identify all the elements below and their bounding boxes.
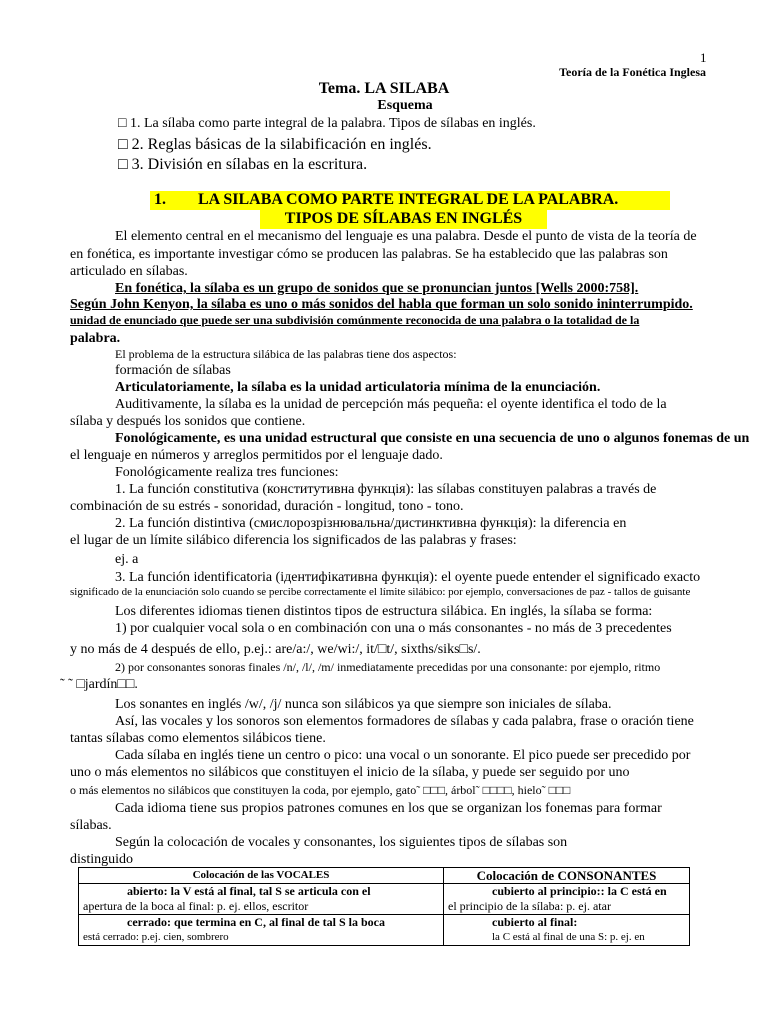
table-cell: [444, 915, 690, 946]
running-header: Teoría de la Fonética Inglesa: [559, 65, 706, 79]
paragraph-line: 2. La función distintiva (смислорозрізнювальна/дистинктивна функція): la diferencia en: [115, 516, 627, 531]
toc-item-1: □ 1. La sílaba como parte integral de la palabra. Tipos de sílabas en inglés.: [118, 116, 536, 131]
paragraph-line: 2) por consonantes sonoras finales /n/, /l/, /m/ inmediatamente precedidas por una consonante: por ejemplo, ritmo: [115, 660, 661, 674]
paragraph-line: Fonológicamente realiza tres funciones:: [115, 465, 339, 480]
paragraph-line: sílaba y después los sonidos que contiene.: [70, 414, 306, 429]
paragraph-line: Cada sílaba en inglés tiene un centro o pico: una vocal o un sonorante. El pico puede ser precedido por: [115, 748, 691, 763]
page-title: Tema. LA SILABA: [318, 80, 450, 97]
paragraph-line: 1) por cualquier vocal sola o en combinación con una o más consonantes - no más de 3 precedentes: [115, 621, 672, 636]
table-cell: [444, 884, 690, 915]
paragraph-line: significado de la enunciación solo cuando se percibe correctamente el límite silábico: por ejemplo, conversaciones de paz - tallos de guisante: [70, 586, 691, 598]
paragraph-line: Cada idioma tiene sus propios patrones comunes en los que se organizan los fonemas para formar: [115, 801, 662, 816]
paragraph-line: Así, las vocales y los sonoros son elementos formadores de sílabas y cada palabra, frase o oración tiene: [115, 714, 694, 729]
definition-kenyon: Según John Kenyon, la sílaba es uno o más sonidos del habla que forman un solo sonido ininterrumpido.: [70, 297, 693, 312]
paragraph-line: el lenguaje en números y arreglos permitidos por el lenguaje dado.: [70, 448, 443, 463]
table-cell-title: cubierto al final:: [492, 915, 578, 929]
paragraph-line: palabra.: [70, 331, 121, 346]
table-cell-title: cerrado: que termina en C, al final de tal S la boca: [127, 915, 385, 929]
paragraph-line: formación de sílabas: [115, 363, 231, 378]
paragraph-line: en fonética, es importante investigar cómo se producen las palabras. Se ha establecido que las palabras son: [70, 247, 668, 262]
toc-item-2: □ 2. Reglas básicas de la silabificación en inglés.: [118, 136, 432, 153]
section-heading-text: LA SILABA COMO PARTE INTEGRAL DE LA PALABRA.: [198, 191, 619, 208]
paragraph-line: ˜ ˜ □jardín□□.: [60, 677, 138, 692]
table-row: [79, 884, 690, 915]
paragraph-line: distinguido: [70, 852, 134, 867]
paragraph-line: ej. a: [115, 552, 139, 567]
toc-item-3: □ 3. División en sílabas en la escritura.: [118, 156, 368, 173]
paragraph-line: Los diferentes idiomas tienen distintos tipos de estructura silábica. En inglés, la sílaba se forma:: [115, 604, 653, 619]
paragraph-line: 3. La función identificatoria (ідентифікативна функція): el oyente puede entender el significado exacto: [115, 570, 701, 585]
paragraph-line: uno o más elementos no silábicos que constituyen el inicio de la sílaba, y puede ser seguido por uno: [70, 765, 630, 780]
table-cell: [79, 884, 444, 915]
table-cell: [79, 915, 444, 946]
definition-kenyon-cont: unidad de enunciado que puede ser una subdivisión comúnmente reconocida de una palabra o la totalidad de la: [70, 313, 640, 327]
paragraph-line: Según la colocación de vocales y consonantes, los siguientes tipos de sílabas son: [115, 835, 568, 850]
paragraph-line: El elemento central en el mecanismo del lenguaje es una palabra. Desde el punto de vista de la teoría de: [115, 229, 697, 244]
paragraph-line: 1. La función constitutiva (конститутивна функція): las sílabas constituyen palabras a través de: [115, 482, 657, 497]
definition-wells: En fonética, la sílaba es un grupo de sonidos que se pronuncian juntos [Wells 2000:758].: [115, 281, 639, 296]
table-header-cell: Colocación de las VOCALES: [79, 868, 444, 884]
table-row: [79, 915, 690, 946]
paragraph-line: el lugar de un límite silábico diferencia los significados de las palabras y frases:: [70, 533, 517, 548]
paragraph-line: combinación de su estrés - sonoridad, duración - longitud, tono - tono.: [70, 499, 464, 514]
paragraph-line: y no más de 4 después de ello, p.ej.: are/a:/, we/wi:/, it/□t/, sixths/siks□s/.: [70, 642, 481, 657]
section-subheading: TIPOS DE SÍLABAS EN INGLÉS: [260, 210, 547, 229]
paragraph-line: articulado en sílabas.: [70, 264, 188, 279]
paragraph-line: sílabas.: [70, 818, 112, 833]
table-cell-text: la C está al final de una S: p. ej. en: [492, 931, 645, 943]
paragraph-line: Los sonantes en inglés /w/, /j/ nunca son silábicos ya que siempre son iniciales de sílaba.: [115, 697, 612, 712]
table-cell-text: apertura de la boca al final: p. ej. ellos, escritor: [83, 899, 309, 913]
table-cell-text: el principio de la sílaba: p. ej. atar: [448, 899, 611, 913]
paragraph-line: Articulatoriamente, la sílaba es la unidad articulatoria mínima de la enunciación.: [115, 380, 601, 395]
section-heading: [150, 191, 670, 210]
paragraph-line: El problema de la estructura silábica de las palabras tiene dos aspectos:: [115, 347, 457, 361]
table-header-row: [79, 868, 690, 884]
section-number: 1.: [154, 191, 166, 208]
syllable-types-table: [78, 867, 690, 946]
paragraph-line: tantas sílabas como elementos silábicos tiene.: [70, 731, 326, 746]
table-cell-title: cubierto al principio:: la C está en: [492, 884, 667, 898]
paragraph-line: Auditivamente, la sílaba es la unidad de percepción más pequeña: el oyente identifica el todo de la: [115, 397, 667, 412]
table-cell-title: abierto: la V está al final, tal S se articula con el: [127, 884, 371, 898]
page-subtitle: Esquema: [377, 98, 433, 113]
paragraph-line: o más elementos no silábicos que constituyen la coda, por ejemplo, gato˜ □□□, árbol˜ □□□□, hielo˜ □□□: [70, 783, 571, 797]
table-header-cell: Colocación de CONSONANTES: [444, 868, 690, 884]
table-cell-text: está cerrado: p.ej. cien, sombrero: [83, 931, 229, 943]
paragraph-line: Fonológicamente, es una unidad estructural que consiste en una secuencia de uno o algunos fonemas de un: [115, 431, 750, 446]
page-number: 1: [700, 50, 707, 65]
